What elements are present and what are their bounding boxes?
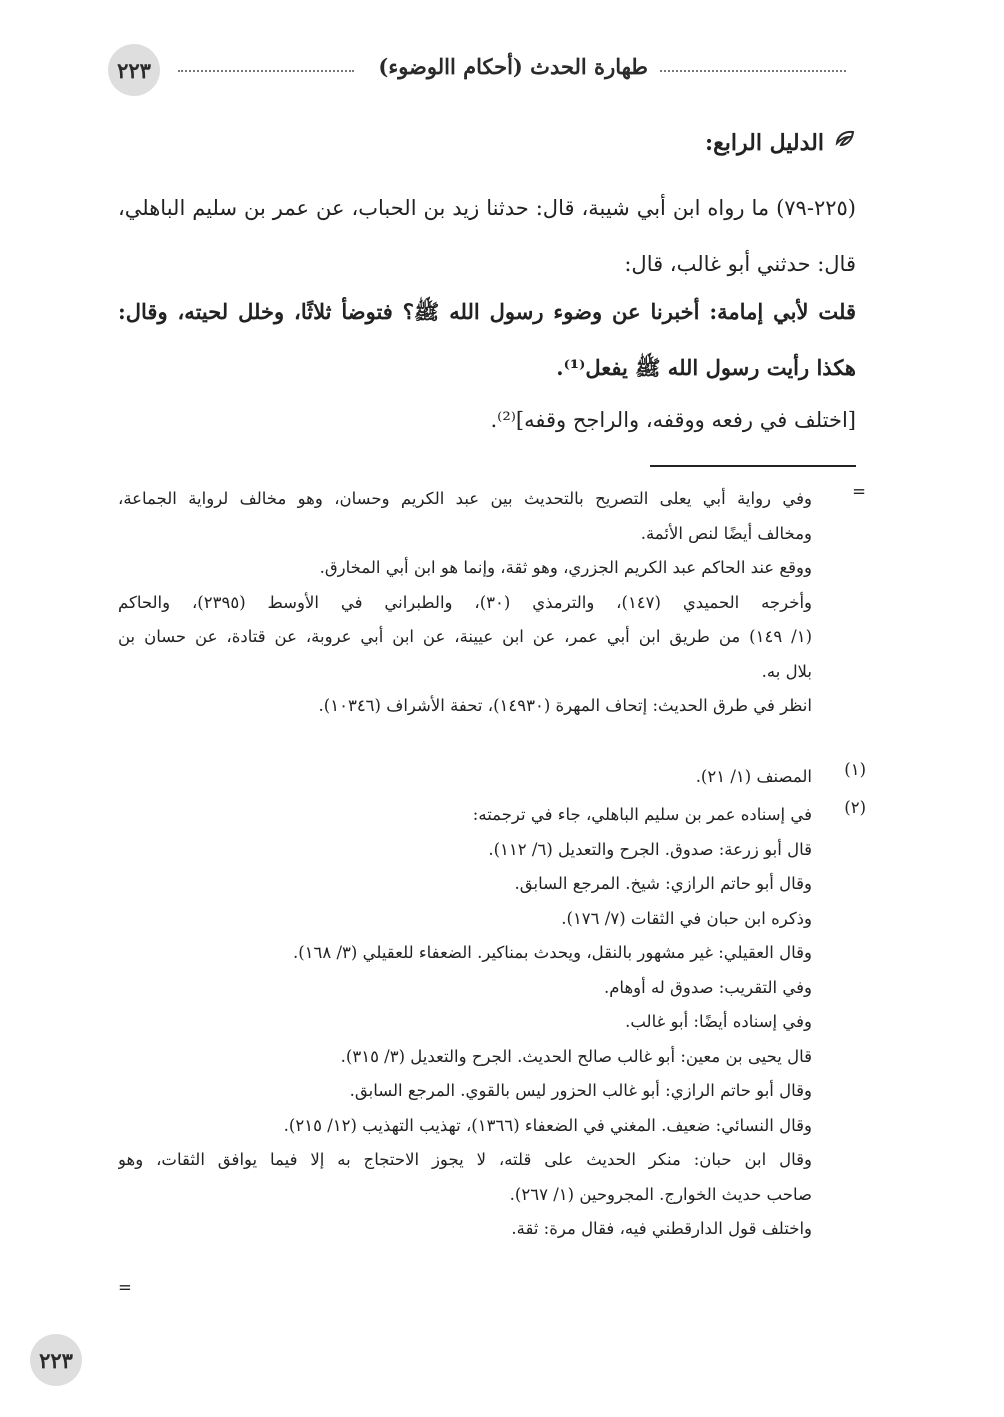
footnote-line: وقال العقيلي: غير مشهور بالنقل، ويحدث بمناكير. الضعفاء للعقيلي (٣/ ١٦٨). — [292, 943, 812, 962]
running-header-title: طهارة الحدث (أحكام االوضوء) — [378, 54, 648, 79]
footnote-line: صاحب حديث الخوارج. المجروحين (١/ ٢٦٧). — [509, 1184, 812, 1204]
footnote-line: (١/ ١٤٩) من طريق ابن أبي عمر، عن ابن عيينة، عن ابن أبي عروبة، عن قتادة، عن حسان بن — [118, 627, 812, 646]
footnote-2-marker: (٢) — [844, 798, 866, 817]
footnote-line: بلال به. — [761, 661, 812, 681]
footnote-2 — [118, 798, 812, 1247]
footnote-line: انظر في طرق الحديث: إتحاف المهرة (١٤٩٣٠)، تحفة الأشراف (١٠٣٤٦). — [318, 696, 812, 715]
footnote-line: واختلف قول الدارقطني فيه، فقال مرة: ثقة. — [511, 1219, 812, 1238]
footnote-line: قال يحيى بن معين: أبو غالب صالح الحديث. الجرح والتعديل (٣/ ٣١٥). — [340, 1046, 812, 1066]
narration-paragraph: (٢٢٥-٧٩) ما رواه ابن أبي شيبة، قال: حدثنا زيد بن الحباب، عن عمر بن سليم الباهلي، قال: حدثني أبو غالب، قال: — [118, 196, 856, 276]
header-dotted-rule-right — [660, 70, 846, 72]
hadith-text: قلت لأبي إمامة: أخبرنا عن وضوء رسول الله ﷺ؟ فتوضأ ثلاثًا، وخلل لحيته، وقال: هكذا رأيت رسول الله ﷺ يفعل⁽¹⁾. — [118, 299, 856, 380]
footnote-line: ومخالف أيضًا لنص الأئمة. — [640, 523, 812, 543]
footnote-line: وقال ابن حبان: منكر الحديث على قلته، لا يجوز الاحتجاج به إلا فيما يوافق الثقات، وهو — [118, 1150, 812, 1169]
footnote-continuation — [118, 482, 812, 724]
header-page-number: ٢٢٣ — [108, 44, 160, 96]
footnote-1-marker: (١) — [844, 760, 866, 779]
footnote-line: وفي التقريب: صدوق له أوهام. — [603, 977, 812, 997]
footnote-line: وفي رواية أبي يعلى التصريح بالتحديث بين عبد الكريم وحسان، وهو مخالف لرواية الجماعة، — [118, 489, 812, 508]
footnote-line: قال أبو زرعة: صدوق. الجرح والتعديل (٦/ ١١٢). — [488, 839, 812, 859]
footnote-line: وقال النسائي: ضعيف. المغني في الضعفاء (١٣٦٦)، تهذيب التهذيب (١٢/ ٢١٥). — [283, 1115, 812, 1135]
footnote-line: وذكره ابن حبان في الثقات (٧/ ١٧٦). — [561, 908, 812, 928]
footnote-line: ووقع عند الحاكم عبد الكريم الجزري، وهو ثقة، وإنما هو ابن أبي المخارق. — [319, 558, 812, 577]
footer-page-number: ٢٢٣ — [30, 1334, 82, 1386]
footnote-continuation-marker: = — [852, 482, 866, 501]
header-dotted-rule-left — [178, 70, 354, 72]
section-heading — [118, 128, 856, 156]
footnote-line: وقال أبو حاتم الرازي: شيخ. المرجع السابق. — [514, 874, 812, 893]
footnote-line: في إسناده عمر بن سليم الباهلي، جاء في ترجمته: — [472, 805, 812, 824]
section-heading-text: الدليل الرابع: — [704, 130, 824, 156]
leaf-ornament-icon — [834, 128, 856, 156]
footnote-continues-marker: = — [118, 1278, 132, 1297]
ruling-text: [اختلف في رفعه ووقفه، والراجح وقفه]⁽²⁾. — [490, 408, 856, 432]
footnote-line: وأخرجه الحميدي (١٤٧)، والترمذي (٣٠)، والطبراني في الأوسط (٢٣٩٥)، والحاكم — [118, 592, 812, 612]
footnote-1 — [118, 760, 812, 795]
footnote-line: المصنف (١/ ٢١). — [695, 767, 812, 786]
footnote-line: وقال أبو حاتم الرازي: أبو غالب الحزور ليس بالقوي. المرجع السابق. — [349, 1081, 812, 1100]
footnote-separator — [650, 465, 856, 467]
footnote-line: وفي إسناده أيضًا: أبو غالب. — [625, 1012, 812, 1031]
